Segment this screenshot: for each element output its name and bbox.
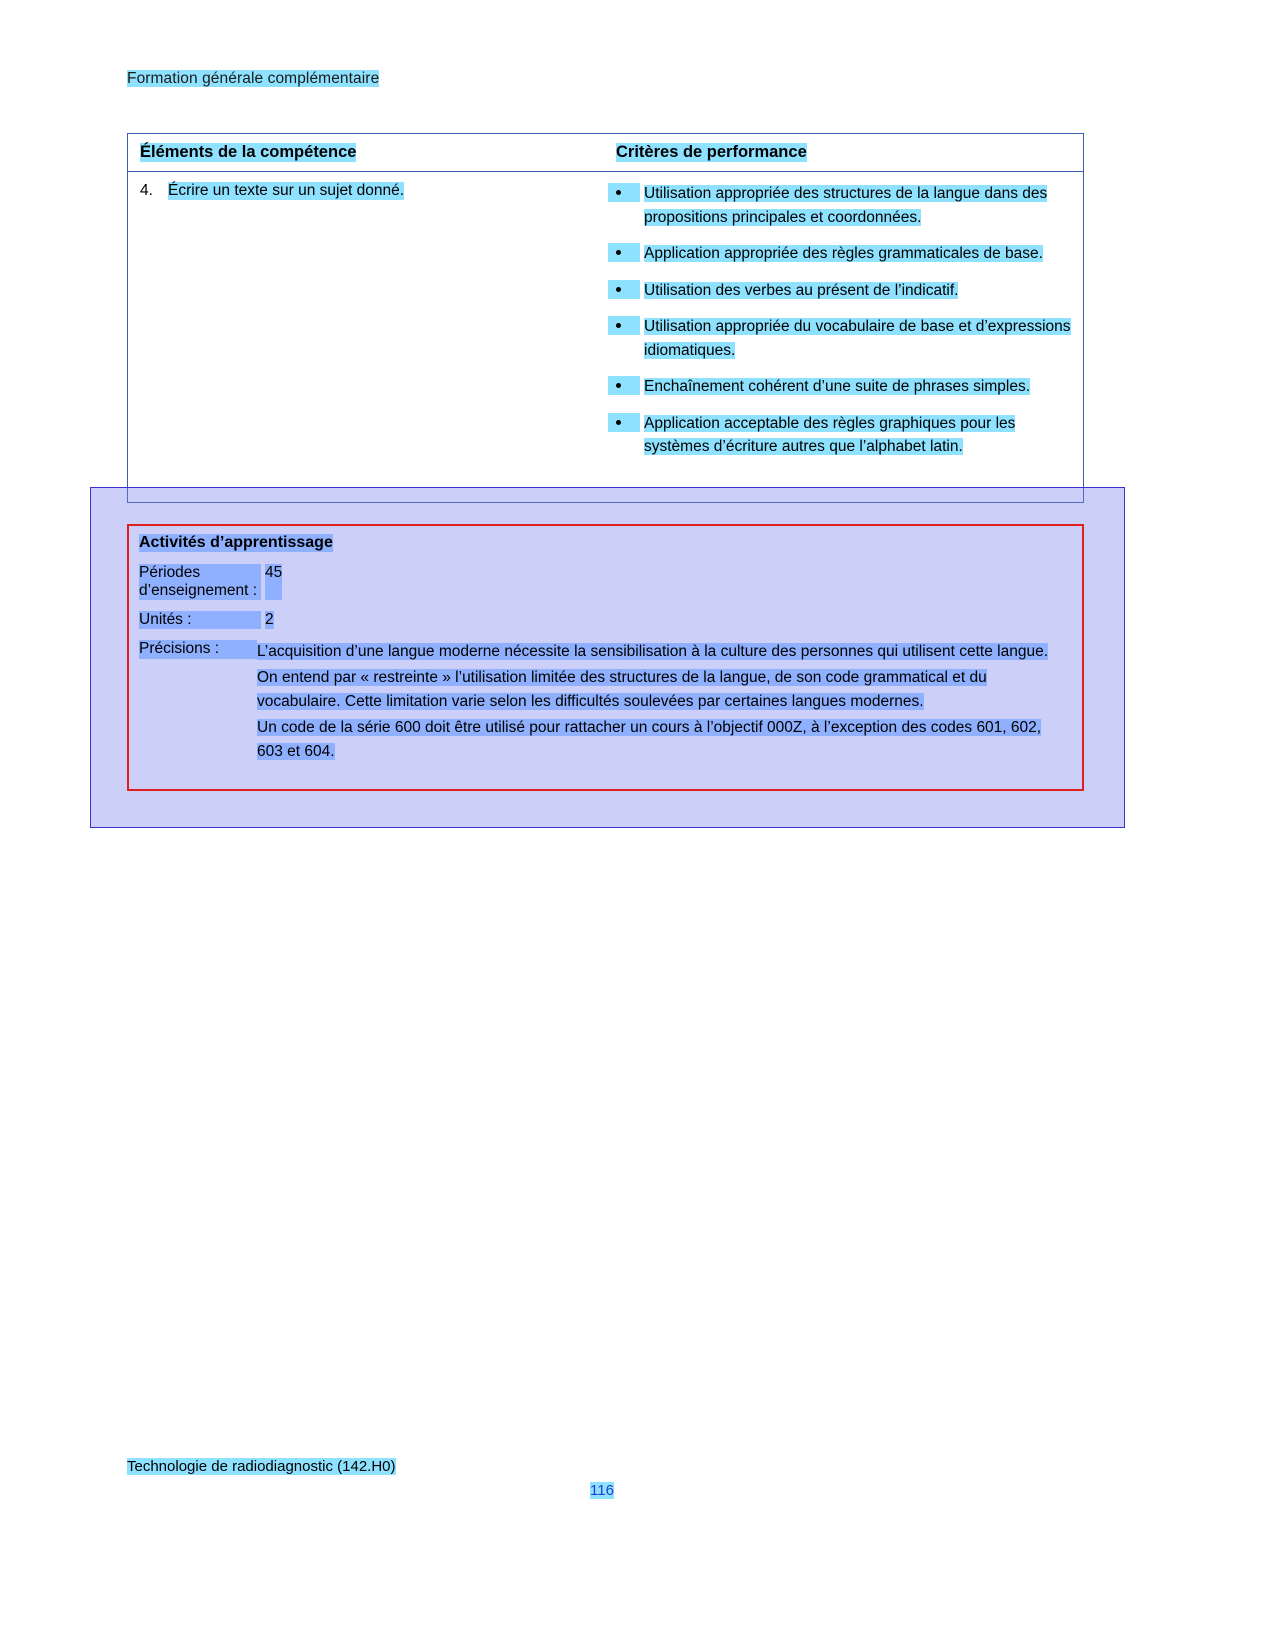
periods-label: Périodes d’enseignement : [139, 564, 261, 600]
learning-activities-content [127, 524, 1084, 791]
precisions-label: Précisions : [139, 640, 257, 659]
element-text: Écrire un texte sur un sujet donné. [168, 182, 405, 199]
bullet-highlight [608, 413, 640, 432]
bullet-icon [616, 420, 621, 425]
precision-text: L’acquisition d’une langue moderne nécessite la sensibilisation à la culture des personnes qui utilisent cette langue. [257, 643, 1049, 660]
precision-text: On entend par « restreinte » l’utilisation limitée des structures de la langue, de son code grammatical et du vocabulaire. Cette limitation varie selon les difficultés soulevées par certaines langues modernes. [257, 669, 987, 711]
criteria-cell [608, 172, 1083, 502]
elements-cell [128, 172, 608, 502]
criterion-text: Utilisation appropriée des structures de la langue dans des propositions principales et coordonnées. [644, 185, 1048, 226]
units-row [139, 611, 1070, 629]
criterion-text: Application appropriée des règles grammaticales de base. [644, 245, 1043, 263]
column-header-criteria: Critères de performance [616, 143, 807, 161]
precision-paragraph [257, 716, 1070, 764]
precisions-row [139, 640, 1070, 766]
learning-activities-title-row [139, 534, 1070, 564]
bullet-highlight [608, 376, 640, 395]
learning-activities-title: Activités d’apprentissage [139, 534, 333, 551]
list-item [608, 242, 1073, 266]
table-body-row [128, 172, 1083, 502]
criterion-text: Enchaînement cohérent d’une suite de phrases simples. [644, 378, 1031, 396]
criteria-list [608, 182, 1073, 459]
periods-row [139, 564, 1070, 600]
precision-text: Un code de la série 600 doit être utilisé pour rattacher un cours à l’objectif 000Z, à l’exception des codes 601, 602, 603 et 604. [257, 719, 1042, 761]
bullet-icon [616, 287, 621, 292]
list-item [608, 375, 1073, 399]
table-header-elements-cell [128, 143, 608, 162]
bullet-highlight [608, 183, 640, 202]
periods-value: 45 [265, 564, 282, 600]
competency-element [140, 182, 596, 200]
criterion-text: Utilisation des verbes au présent de l’indicatif. [644, 281, 959, 299]
list-item [608, 315, 1073, 362]
units-label: Unités : [139, 611, 261, 629]
list-item [608, 412, 1073, 459]
element-number: 4. [140, 182, 153, 199]
units-value: 2 [265, 611, 274, 628]
bullet-highlight [608, 243, 640, 262]
list-item [608, 279, 1073, 303]
header-text: Formation générale complémentaire [127, 70, 380, 87]
precisions-body [257, 640, 1070, 766]
footer-program-name: Technologie de radiodiagnostic (142.H0) [127, 1458, 396, 1475]
competency-table [127, 133, 1084, 503]
table-header-row [128, 134, 1083, 172]
precision-paragraph [257, 666, 1070, 714]
column-header-elements: Éléments de la compétence [140, 143, 357, 161]
criterion-text: Application acceptable des règles graphiques pour les systèmes d’écriture autres que l’alphabet latin. [644, 414, 1016, 456]
criterion-text: Utilisation appropriée du vocabulaire de base et d’expressions idiomatiques. [644, 318, 1071, 359]
table-header-criteria-cell [608, 143, 1083, 162]
bullet-highlight [608, 280, 640, 299]
document-header [127, 70, 379, 88]
bullet-highlight [608, 316, 640, 335]
footer-page-number: 116 [590, 1482, 614, 1499]
list-item [608, 182, 1073, 229]
bullet-icon [616, 190, 621, 195]
precision-paragraph [257, 640, 1070, 664]
